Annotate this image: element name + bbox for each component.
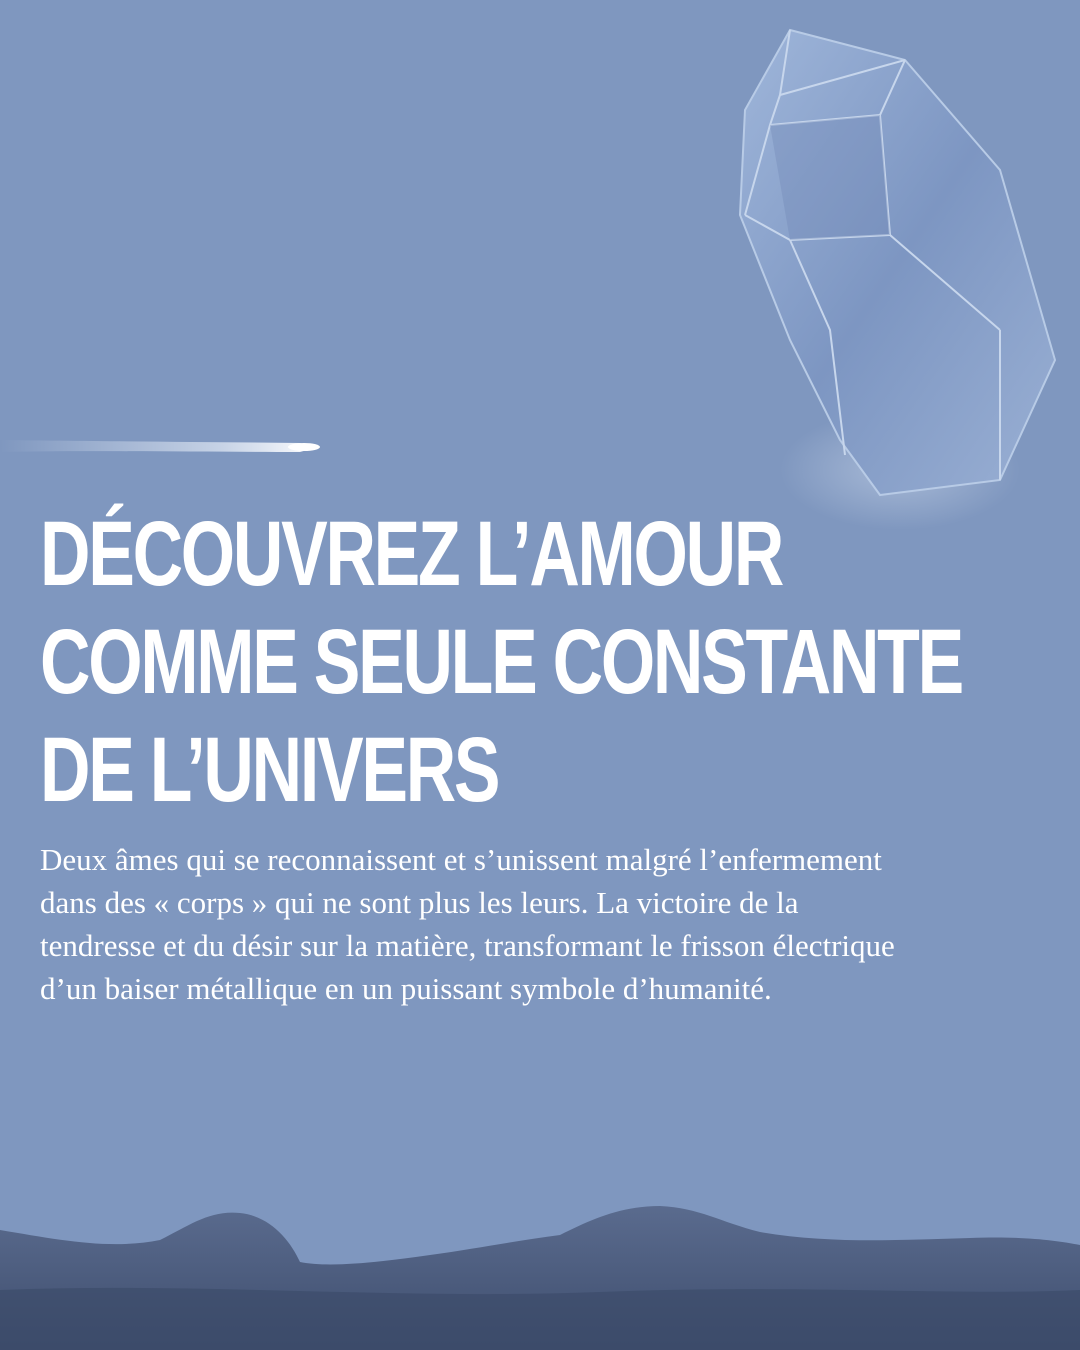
body-paragraph — [40, 838, 1040, 1010]
headline — [40, 500, 962, 824]
headline-line-3: DE L’UNIVERS — [40, 719, 499, 821]
crystal-icon — [740, 30, 1055, 495]
comet-icon — [0, 440, 320, 452]
body-line-3: tendresse et du désir sur la matière, transformant le frisson électrique — [40, 928, 895, 963]
body-line-4: d’un baiser métallique en un puissant symbole d’humanité. — [40, 971, 772, 1006]
body-line-2: dans des « corps » qui ne sont plus les leurs. La victoire de la — [40, 885, 799, 920]
headline-line-1: DÉCOUVREZ L’AMOUR — [40, 503, 783, 605]
ground-icon — [0, 1206, 1080, 1350]
body-line-1: Deux âmes qui se reconnaissent et s’unissent malgré l’enfermement — [40, 842, 882, 877]
headline-line-2: COMME SEULE CONSTANTE — [40, 611, 962, 713]
